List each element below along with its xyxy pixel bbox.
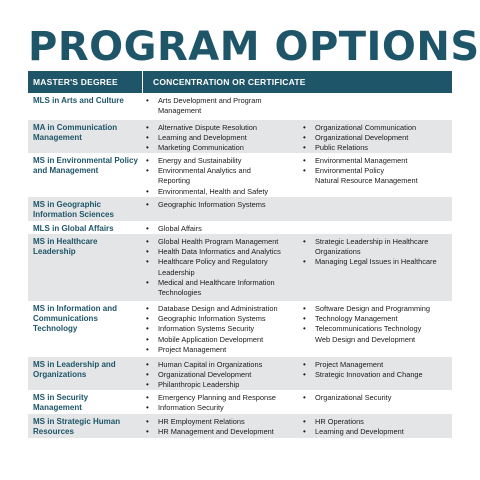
concentration-item: • Environmental, Health and Safety bbox=[143, 187, 300, 197]
degree-name: MS in Geographic Information Sciences bbox=[33, 200, 114, 219]
table-row bbox=[28, 153, 452, 197]
concentration-item: • Learning and Development bbox=[300, 427, 452, 437]
degree-name: MS in Environmental Policy and Management bbox=[33, 156, 138, 175]
concentration-column-right bbox=[300, 360, 452, 387]
concentration-item: • Project Management bbox=[143, 345, 300, 355]
concentration-item: • Organizational Development bbox=[300, 133, 452, 143]
concentration-item: • Managing Legal Issues in Healthcare bbox=[300, 257, 452, 267]
concentration-column-right bbox=[300, 123, 452, 153]
table-body bbox=[28, 93, 452, 438]
concentration-column-right bbox=[300, 237, 452, 298]
concentration-list bbox=[143, 417, 300, 437]
concentration-list bbox=[300, 360, 452, 380]
concentration-list bbox=[300, 156, 452, 187]
degree-name: MS in Strategic Human Resources bbox=[33, 417, 121, 436]
concentration-item: • Health Data Informatics and Analytics bbox=[143, 247, 300, 257]
concentration-list bbox=[300, 304, 452, 345]
concentration-column-right bbox=[300, 304, 452, 354]
table-row bbox=[28, 234, 452, 301]
degree-name: MS in Leadership and Organizations bbox=[33, 360, 116, 379]
degree-name: MS in Information and Communications Technology bbox=[33, 304, 117, 333]
table-row bbox=[28, 414, 452, 438]
concentration-item: • Software Design and Programming bbox=[300, 304, 452, 314]
concentration-item-continued: Management bbox=[158, 106, 202, 116]
concentration-list bbox=[300, 417, 452, 437]
concentration-columns bbox=[143, 96, 452, 117]
concentration-column-right bbox=[300, 96, 452, 117]
program-table bbox=[28, 71, 452, 438]
table-row bbox=[28, 221, 452, 234]
concentration-columns bbox=[143, 156, 452, 194]
concentration-item: • Marketing Communication bbox=[143, 143, 300, 153]
concentration-column-left bbox=[143, 304, 300, 354]
concentration-item: • Emergency Planning and Response bbox=[143, 393, 300, 403]
concentration-columns bbox=[143, 304, 452, 354]
concentration-item: • HR Employment Relations bbox=[143, 417, 300, 427]
concentration-column-right bbox=[300, 417, 452, 435]
degree-name: MS in Healthcare Leadership bbox=[33, 237, 98, 256]
concentration-list bbox=[300, 393, 452, 403]
header-masters-degree: MASTER'S DEGREE bbox=[28, 71, 143, 93]
concentration-column-left bbox=[143, 360, 300, 390]
concentration-item: • Project Management bbox=[300, 360, 452, 370]
concentration-list bbox=[143, 360, 300, 391]
degree-name: MA in Communication Management bbox=[33, 123, 118, 142]
concentration-list bbox=[143, 393, 300, 413]
concentration-columns bbox=[143, 360, 452, 390]
table-row bbox=[28, 120, 452, 153]
concentration-item: • Telecommunications Technology bbox=[300, 324, 452, 334]
concentration-item: • Arts Development and Program bbox=[143, 96, 300, 106]
table-row bbox=[28, 357, 452, 390]
concentration-item: • Global Affairs bbox=[143, 224, 300, 234]
concentration-item: • Energy and Sustainability bbox=[143, 156, 300, 166]
concentration-item: • Alternative Dispute Resolution bbox=[143, 123, 300, 133]
concentration-columns bbox=[143, 200, 452, 218]
concentration-list bbox=[143, 224, 300, 234]
concentration-list bbox=[143, 123, 300, 154]
concentration-item-continued: Technologies bbox=[158, 288, 202, 298]
concentration-item-continued: Reporting bbox=[158, 176, 191, 186]
degree-name: MLS in Arts and Culture bbox=[33, 96, 124, 105]
page-title: PROGRAM OPTIONS bbox=[28, 24, 480, 70]
concentration-item: • Organizational Security bbox=[300, 393, 452, 403]
concentration-item: • Healthcare Policy and Regulatory bbox=[143, 257, 300, 267]
concentration-list bbox=[300, 123, 452, 154]
concentration-item: • Organizational Communication bbox=[300, 123, 452, 133]
table-row bbox=[28, 197, 452, 221]
concentration-item-continued: Web Design and Development bbox=[315, 334, 416, 344]
concentration-column-left bbox=[143, 156, 300, 194]
concentration-item: • Public Relations bbox=[300, 143, 452, 153]
concentration-column-left bbox=[143, 123, 300, 153]
concentration-item-continued: Leadership bbox=[158, 267, 195, 277]
concentration-item: • Human Capital in Organizations bbox=[143, 360, 300, 370]
concentration-column-left bbox=[143, 224, 300, 231]
concentration-item: • Information Security bbox=[143, 403, 300, 413]
concentration-columns bbox=[143, 123, 452, 153]
concentration-item: • Environmental Policy bbox=[300, 166, 452, 176]
concentration-column-left bbox=[143, 237, 300, 298]
concentration-item-continued: Organizations bbox=[315, 247, 361, 257]
concentration-column-left bbox=[143, 393, 300, 411]
concentration-item: • Environmental Analytics and bbox=[143, 166, 300, 176]
concentration-item: • Global Health Program Management bbox=[143, 237, 300, 247]
concentration-column-left bbox=[143, 200, 300, 218]
concentration-list bbox=[143, 200, 300, 210]
concentration-item-continued: Natural Resource Management bbox=[315, 176, 418, 186]
concentration-item: • Technology Management bbox=[300, 314, 452, 324]
concentration-item: • Database Design and Administration bbox=[143, 304, 300, 314]
concentration-column-left bbox=[143, 417, 300, 435]
concentration-item: • Philanthropic Leadership bbox=[143, 380, 300, 390]
table-row bbox=[28, 301, 452, 357]
degree-name: MLS in Global Affairs bbox=[33, 224, 114, 233]
concentration-item: • Geographic Information Systems bbox=[143, 314, 300, 324]
concentration-item: • Organizational Development bbox=[143, 370, 300, 380]
table-row bbox=[28, 93, 452, 120]
table-header bbox=[28, 71, 452, 93]
concentration-item: • Learning and Development bbox=[143, 133, 300, 143]
concentration-list bbox=[143, 304, 300, 355]
concentration-columns bbox=[143, 237, 452, 298]
concentration-item: • Medical and Healthcare Information bbox=[143, 278, 300, 288]
concentration-column-right bbox=[300, 224, 452, 231]
concentration-item: • Environmental Management bbox=[300, 156, 452, 166]
concentration-list bbox=[143, 237, 300, 298]
concentration-item: • Strategic Leadership in Healthcare bbox=[300, 237, 452, 247]
concentration-item: • Strategic Innovation and Change bbox=[300, 370, 452, 380]
concentration-column-right bbox=[300, 156, 452, 194]
concentration-columns bbox=[143, 417, 452, 435]
concentration-list bbox=[143, 96, 300, 116]
header-concentration: CONCENTRATION OR CERTIFICATE bbox=[153, 77, 306, 87]
concentration-item: • Geographic Information Systems bbox=[143, 200, 300, 210]
concentration-list bbox=[300, 237, 452, 268]
concentration-item: • HR Management and Development bbox=[143, 427, 300, 437]
concentration-list bbox=[143, 156, 300, 197]
table-row bbox=[28, 390, 452, 414]
concentration-item: • Mobile Application Development bbox=[143, 335, 300, 345]
concentration-column-left bbox=[143, 96, 300, 117]
concentration-column-right bbox=[300, 393, 452, 411]
concentration-column-right bbox=[300, 200, 452, 218]
concentration-item: • Information Systems Security bbox=[143, 324, 300, 334]
concentration-columns bbox=[143, 393, 452, 411]
concentration-item: • HR Operations bbox=[300, 417, 452, 427]
concentration-columns bbox=[143, 224, 452, 231]
degree-name: MS in Security Management bbox=[33, 393, 89, 412]
